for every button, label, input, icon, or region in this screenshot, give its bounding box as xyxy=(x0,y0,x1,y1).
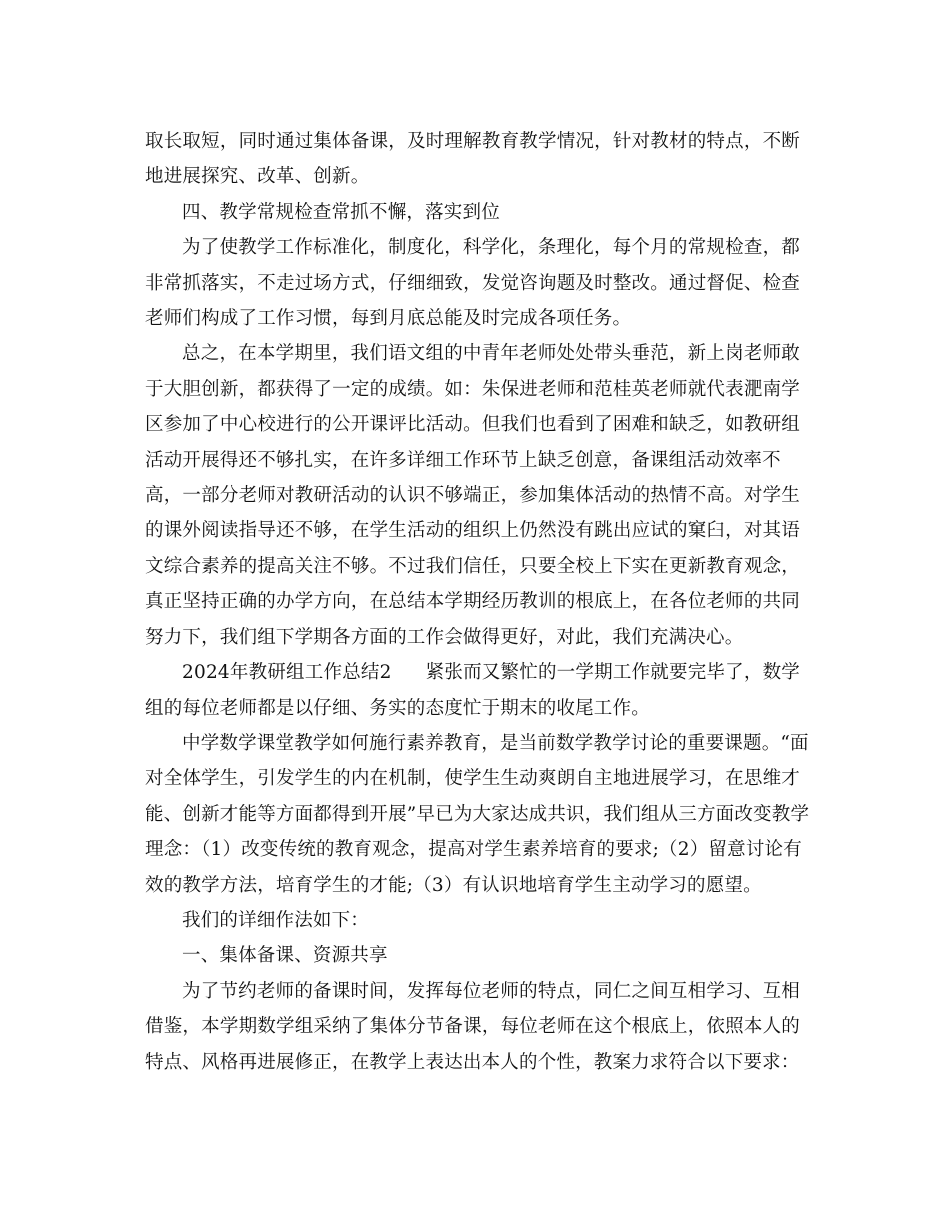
text-line: 文综合素养的提高关注不够。不过我们信任，只要全校上下实在更新教育观念， xyxy=(145,555,800,577)
paragraph-6 xyxy=(145,726,810,903)
paragraph-2-heading xyxy=(145,195,800,230)
text-line: 活动开展得还不够扎实，在许多详细工作环节上缺乏创意，备课组活动效率不 xyxy=(145,449,781,471)
section-heading: 四、教学常规检查常抓不懈，落实到位 xyxy=(182,201,500,223)
text-line: 取长取短，同时通过集体备课，及时理解教育教学情况，针对教材的特点，不断 xyxy=(145,131,800,152)
text-line: 老师们构成了工作习惯，每到月底总能及时完成各项任务。 xyxy=(145,308,632,330)
text-line: 地进展探究、改革、创新。 xyxy=(145,166,370,188)
text-line: 组的每位老师都是以仔细、务实的态度忙于期末的收尾工作。 xyxy=(145,697,650,719)
paragraph-3 xyxy=(145,230,800,336)
text-line: 区参加了中心校进行的公开课评比活动。但我们也看到了困难和缺乏，如教研组 xyxy=(145,414,800,436)
paragraph-1 xyxy=(145,124,800,195)
text-line: 真正坚持正确的办学方向，在总结本学期经历教训的根底上，在各位老师的共同 xyxy=(145,591,800,613)
text-line: 为了节约老师的备课时间，发挥每位老师的特点，同仁之间互相学习、互相 xyxy=(182,980,800,1002)
text-line: 借鉴，本学期数学组采纳了集体分节备课，每位老师在这个根底上，依照本人的 xyxy=(145,1016,800,1038)
text-line: 的课外阅读指导还不够，在学生活动的组织上仍然没有跳出应试的窠臼，对其语 xyxy=(145,520,800,542)
text-line: 高，一部分老师对教研活动的认识不够端正，参加集体活动的热情不高。对学生 xyxy=(145,485,800,507)
text-line: 努力下，我们组下学期各方面的工作会做得更好，对此，我们充满决心。 xyxy=(145,626,744,648)
text-line: 我们的详细作法如下： xyxy=(182,909,370,931)
text-line: 总之，在本学期里，我们语文组的中青年老师处处带头垂范，新上岗老师敢 xyxy=(182,343,800,365)
paragraph-4 xyxy=(145,336,800,655)
text-line: 特点、风格再进展修正，在教学上表达出本人的个性，教案力求符合以下要求： xyxy=(145,1051,800,1073)
text-line: 为了使教学工作标准化，制度化，科学化，条理化，每个月的常规检查，都 xyxy=(182,237,800,259)
text-line: 能、创新才能等方面都得到开展”早已为大家达成共识，我们组从三方面改变教学 xyxy=(145,803,810,825)
paragraph-7 xyxy=(145,903,800,938)
text-line: 非常抓落实，不走过场方式，仔细细致，发觉咨询题及时整改。通过督促、检查 xyxy=(145,272,800,294)
text-fragment: 紧张而又繁忙的一学期工作就要完毕了，数学 xyxy=(425,662,800,684)
document-body xyxy=(145,124,810,1080)
text-line: 对全体学生，引发学生的内在机制，使学生生动爽朗自主地进展学习，在思维才 xyxy=(145,768,800,790)
section-heading: 一、集体备课、资源共享 xyxy=(182,945,388,967)
text-line: 理念：（1）改变传统的教育观念，提高对学生素养培育的要求;（2）留意讨论有 xyxy=(145,839,802,861)
paragraph-9 xyxy=(145,974,800,1080)
text-line: 中学数学课堂教学如何施行素养教育，是当前数学教学讨论的重要课题。“面 xyxy=(182,732,809,754)
section-title: 2024年教研组工作总结2 xyxy=(182,662,392,684)
text-line xyxy=(145,655,800,690)
paragraph-5 xyxy=(145,655,800,726)
text-line: 于大胆创新，都获得了一定的成绩。如：朱保进老师和范桂英老师就代表淝南学 xyxy=(145,378,800,400)
text-line: 效的教学方法，培育学生的才能;（3）有认识地培育学生主动学习的愿望。 xyxy=(145,874,762,896)
paragraph-8-heading xyxy=(145,938,800,973)
